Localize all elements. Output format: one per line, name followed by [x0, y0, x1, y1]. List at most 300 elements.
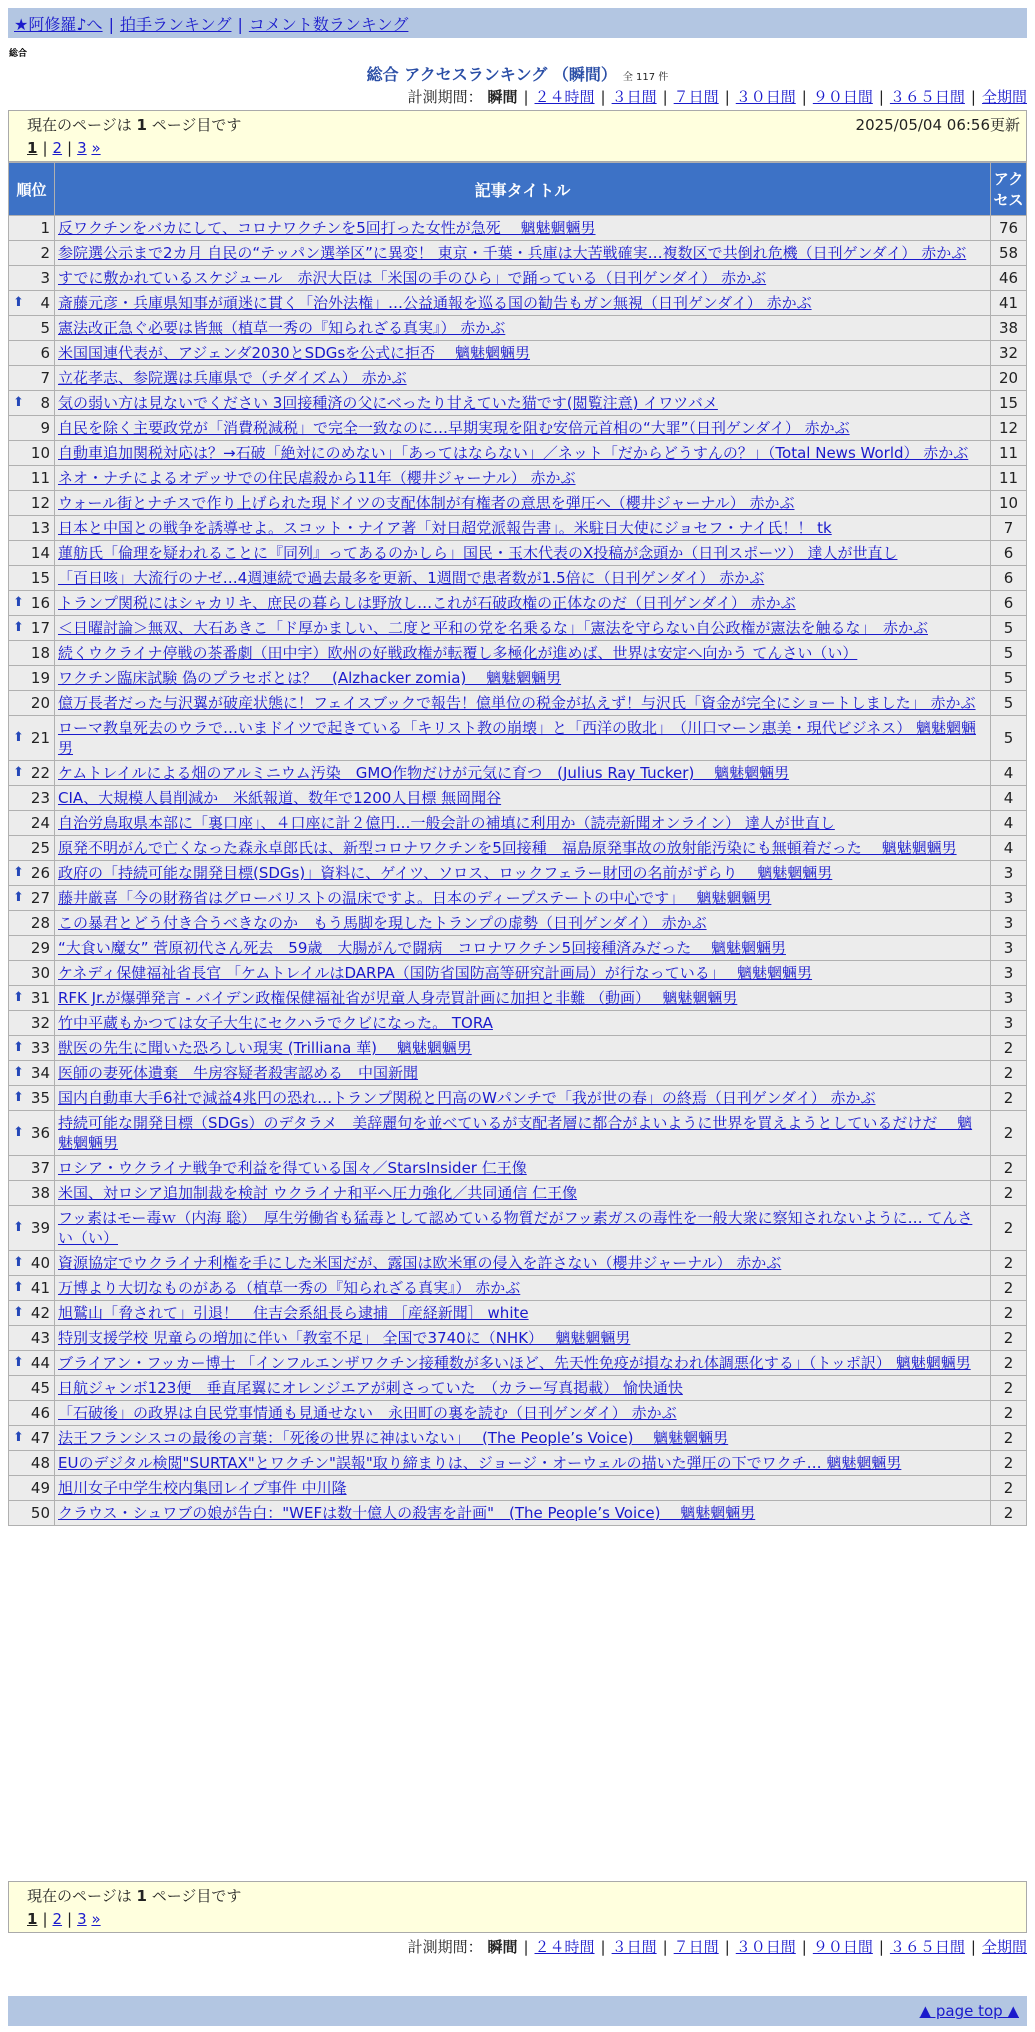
article-link[interactable]: EUのデジタル検閲"SURTAX"とワクチン"誤報"取り締まりは、ジョージ・オーウェルの描いた弾圧の下でワクチ… 魑魅魍魎男	[58, 1454, 902, 1472]
article-link[interactable]: ローマ教皇死去のウラで…いまドイツで起きている「キリスト教の崩壊」と「西洋の敗北」 （川口マーン惠美・現代ビジネス） 魑魅魍魎男	[58, 719, 976, 757]
table-row	[9, 836, 1027, 861]
rank-cell	[9, 786, 55, 811]
table-row	[9, 441, 1027, 466]
table-row	[9, 591, 1027, 616]
access-count: 2	[991, 1086, 1027, 1111]
title-cell	[55, 811, 991, 836]
table-row	[9, 291, 1027, 316]
article-link[interactable]: 政府の「持続可能な開発目標(SDGs)」資料に、ゲイツ、ソロス、ロックフェラー財団の名前がずらり 魑魅魍魎男	[58, 864, 833, 882]
rank-up-arrow-icon: ⬆	[13, 295, 24, 310]
rank-cell	[9, 1451, 55, 1476]
rank-cell	[9, 761, 55, 786]
article-link[interactable]: 日航ジャンボ123便 垂直尾翼にオレンジエアが刺さっていた （カラー写真掲載） 愉快通快	[58, 1379, 683, 1397]
table-row	[9, 761, 1027, 786]
rank-number: 28	[30, 914, 50, 932]
rank-cell	[9, 566, 55, 591]
access-count: 41	[991, 291, 1027, 316]
page-link-2[interactable]: 2	[52, 139, 63, 157]
rank-number: 2	[40, 244, 50, 262]
rank-cell	[9, 716, 55, 761]
rank-cell	[9, 1426, 55, 1451]
rank-number: 40	[30, 1254, 50, 1272]
article-link[interactable]: 自動車追加関税対応は？→石破「絶対にのめない」「あってはならない」／ネット「だからどうすんの？」（Total News World） 赤かぶ	[58, 444, 969, 462]
article-link[interactable]: 「石破後」の政界は自民党事情通も見通せない 永田町の裏を読む（日刊ゲンダイ） 赤かぶ	[58, 1404, 677, 1422]
rank-cell	[9, 1501, 55, 1526]
article-link[interactable]: 自治労鳥取県本部に「裏口座」、４口座に計２億円…一般会計の補填に利用か（読売新聞オンライン） 達人が世直し	[58, 814, 835, 832]
article-link[interactable]: 特別支援学校 児童らの増加に伴い「教室不足」 全国で3740に（NHK） 魑魅魍魎男	[58, 1329, 631, 1347]
page-link-3[interactable]: 3	[77, 1910, 87, 1928]
rank-number: 5	[40, 319, 50, 337]
period-link-all[interactable]: 全期間	[981, 88, 1027, 106]
footer-bar	[8, 1996, 1027, 2026]
rank-cell	[9, 1111, 55, 1156]
title-cell	[55, 366, 991, 391]
rank-number: 30	[30, 964, 50, 982]
next-page-link[interactable]: »	[91, 1910, 101, 1928]
rank-up-arrow-icon: ⬆	[13, 1125, 24, 1140]
rank-number: 43	[30, 1329, 50, 1347]
access-count: 32	[991, 341, 1027, 366]
table-row	[9, 1111, 1027, 1156]
access-count: 10	[991, 491, 1027, 516]
rank-cell	[9, 441, 55, 466]
rank-number: 38	[30, 1184, 50, 1202]
rank-cell	[9, 216, 55, 241]
period-link-365d[interactable]: ３６５日間	[889, 88, 965, 106]
rank-cell	[9, 241, 55, 266]
rank-number: 25	[30, 839, 50, 857]
table-row	[9, 936, 1027, 961]
nav-separator: |	[108, 15, 114, 34]
article-link[interactable]: 持続可能な開発目標（SDGs）のデタラメ 美辞麗句を並べているが支配者層に都合がよいように世界を買えようとしているだけだ 魑魅魍魎男	[58, 1114, 973, 1152]
top-nav	[8, 8, 1027, 38]
access-count: 2	[991, 1476, 1027, 1501]
rank-up-arrow-icon: ⬆	[13, 1090, 24, 1105]
period-link-3d[interactable]: ３日間	[611, 88, 657, 106]
title-cell	[55, 716, 991, 761]
rank-cell	[9, 961, 55, 986]
rank-cell	[9, 1351, 55, 1376]
rank-number: 32	[30, 1014, 50, 1032]
title-cell	[55, 1276, 991, 1301]
period-selector-top: 計測期間： 瞬間 | ２４時間 | ３日間 | ７日間 | ３０日間 | ９０日間 | ３６５日間 | 全期間	[407, 88, 1027, 106]
title-cell	[55, 1301, 991, 1326]
table-row	[9, 1326, 1027, 1351]
access-count: 3	[991, 861, 1027, 886]
access-count: 2	[991, 1301, 1027, 1326]
article-link[interactable]: CIA、大規模人員削減か 米紙報道、数年で1200人目標 無岡聞谷	[58, 789, 502, 807]
period-link-7d[interactable]: ７日間	[673, 88, 719, 106]
title-cell	[55, 1426, 991, 1451]
period-label: 計測期間：	[407, 1938, 483, 1956]
article-link[interactable]: 藤井厳喜「今の財務省はグローバリストの温床ですよ。日本のディープステートの中心です」 魑魅魍魎男	[58, 889, 772, 907]
page-link-2[interactable]: 2	[52, 1910, 63, 1928]
access-count: 2	[991, 1276, 1027, 1301]
access-count: 3	[991, 911, 1027, 936]
access-count: 2	[991, 1061, 1027, 1086]
rank-cell	[9, 1156, 55, 1181]
rank-cell	[9, 1326, 55, 1351]
article-link[interactable]: 続くウクライナ停戦の茶番劇（田中宇）欧州の好戦政権が転覆し多極化が進めば、世界は安定へ向かう てんさい（い）	[58, 644, 858, 662]
access-count: 3	[991, 1011, 1027, 1036]
table-row	[9, 241, 1027, 266]
pagination: 1 | 2 | 3 »	[27, 1910, 101, 1928]
rank-number: 22	[30, 764, 50, 782]
access-count: 20	[991, 366, 1027, 391]
title-cell	[55, 1036, 991, 1061]
rank-up-arrow-icon: ⬆	[13, 1255, 24, 1270]
title-cell	[55, 1086, 991, 1111]
title-cell	[55, 1156, 991, 1181]
title-cell	[55, 936, 991, 961]
table-row	[9, 466, 1027, 491]
period-link-30d[interactable]: ３０日間	[735, 1938, 796, 1956]
title-cell	[55, 1251, 991, 1276]
title-cell	[55, 861, 991, 886]
article-link[interactable]: ケネディ保健福祉省長官 「ケムトレイルはDARPA（国防省国防高等研究計画局）が行なっている」 魑魅魍魎男	[58, 964, 813, 982]
table-row	[9, 1036, 1027, 1061]
rank-cell	[9, 986, 55, 1011]
period-current: 瞬間	[487, 1938, 518, 1956]
article-link[interactable]: 斎藤元彦・兵庫県知事が頑迷に貫く「治外法権」…公益通報を巡る国の勧告もガン無視（日刊ゲンダイ） 赤かぶ	[58, 294, 812, 312]
table-row	[9, 316, 1027, 341]
period-link-7d[interactable]: ７日間	[673, 1938, 719, 1956]
rank-cell	[9, 316, 55, 341]
title-cell	[55, 1451, 991, 1476]
period-current: 瞬間	[487, 88, 518, 106]
table-row	[9, 266, 1027, 291]
title-cell	[55, 1011, 991, 1036]
rank-cell	[9, 1061, 55, 1086]
access-count: 46	[991, 266, 1027, 291]
rank-cell	[9, 491, 55, 516]
rank-up-arrow-icon: ⬆	[13, 890, 24, 905]
access-count: 3	[991, 986, 1027, 1011]
rank-number: 6	[40, 344, 50, 362]
table-row	[9, 1351, 1027, 1376]
rank-cell	[9, 1276, 55, 1301]
page-info-bottom	[8, 1881, 1027, 1933]
period-link-all[interactable]: 全期間	[981, 1938, 1027, 1956]
title-cell	[55, 986, 991, 1011]
rank-cell	[9, 1206, 55, 1251]
article-link[interactable]: 米国、対ロシア追加制裁を検討 ウクライナ和平へ圧力強化／共同通信 仁王像	[58, 1184, 578, 1202]
table-row	[9, 786, 1027, 811]
rank-up-arrow-icon: ⬆	[13, 765, 24, 780]
title-cell	[55, 341, 991, 366]
rank-cell	[9, 516, 55, 541]
rank-number: 15	[30, 569, 50, 587]
page-1-current: 1	[27, 1910, 38, 1928]
article-link[interactable]: 法王フランシスコの最後の言葉：「死後の世界に神はいない」 (The People’s Voice) 魑魅魍魎男	[58, 1429, 729, 1447]
next-page-link[interactable]: »	[91, 139, 101, 157]
page-top-link[interactable]: ▲ page top ▲	[919, 2002, 1019, 2020]
rank-number: 7	[40, 369, 50, 387]
access-count: 11	[991, 466, 1027, 491]
table-row	[9, 716, 1027, 761]
table-row	[9, 641, 1027, 666]
rank-cell	[9, 1401, 55, 1426]
access-count: 2	[991, 1251, 1027, 1276]
title-cell	[55, 491, 991, 516]
page-link-3[interactable]: 3	[77, 139, 87, 157]
access-count: 2	[991, 1501, 1027, 1526]
article-link[interactable]: 蓮舫氏「倫理を疑われることに『同列』ってあるのかしら」国民・玉木代表のX投稿が念頭か（日刊スポーツ） 達人が世直し	[58, 544, 898, 562]
article-link[interactable]: 反ワクチンをバカにして、コロナワクチンを5回打った女性が急死 魑魅魍魎男	[58, 219, 596, 237]
article-link[interactable]: 万博より大切なものがある（植草一秀の『知られざる真実』） 赤かぶ	[58, 1279, 521, 1297]
rank-number: 4	[40, 294, 50, 312]
page-1-current: 1	[27, 139, 38, 157]
article-link[interactable]: 旭鷲山「脅されて」引退！ 住吉会系組長ら逮捕 ［産経新聞］ white	[58, 1304, 529, 1322]
rank-number: 42	[30, 1304, 50, 1322]
title-cell	[55, 961, 991, 986]
article-link[interactable]: 医師の妻死体遺棄 牛房容疑者殺害認める 中国新聞	[58, 1064, 419, 1082]
rank-up-arrow-icon: ⬆	[13, 620, 24, 635]
article-link[interactable]: RFK Jr.が爆弾発言 - バイデン政権保健福祉省が児童人身売買計画に加担と非難 （動画） 魑魅魍魎男	[58, 989, 738, 1007]
rank-cell	[9, 391, 55, 416]
title-cell	[55, 1351, 991, 1376]
title-cell	[55, 1181, 991, 1206]
access-count: 3	[991, 886, 1027, 911]
article-link[interactable]: ネオ・ナチによるオデッサでの住民虐殺から11年（櫻井ジャーナル） 赤かぶ	[58, 469, 576, 487]
article-link[interactable]: すでに敷かれているスケジュール 赤沢大臣は「米国の手のひら」で踊っている（日刊ゲンダイ） 赤かぶ	[58, 269, 767, 287]
rank-number: 8	[40, 394, 50, 412]
article-link[interactable]: 獣医の先生に聞いた恐ろしい現実 (Trilliana 華) 魑魅魍魎男	[58, 1039, 472, 1057]
period-label: 計測期間：	[407, 88, 483, 106]
article-link[interactable]: ブライアン・フッカー博士 「インフルエンザワクチン接種数が多いほど、先天性免疫が損なわれ体調悪化する」（トッポ訳） 魑魅魍魎男	[58, 1354, 971, 1372]
title-cell	[55, 516, 991, 541]
rank-up-arrow-icon: ⬆	[13, 1305, 24, 1320]
title-cell	[55, 216, 991, 241]
rank-cell	[9, 936, 55, 961]
rank-cell	[9, 466, 55, 491]
table-row	[9, 566, 1027, 591]
table-row	[9, 1251, 1027, 1276]
rank-number: 20	[30, 694, 50, 712]
rank-number: 13	[30, 519, 50, 537]
title-cell	[55, 1206, 991, 1251]
period-link-24h[interactable]: ２４時間	[534, 88, 595, 106]
access-count: 5	[991, 641, 1027, 666]
access-count: 5	[991, 616, 1027, 641]
access-count: 4	[991, 836, 1027, 861]
article-link[interactable]: トランプ関税にはシャカリキ、庶民の暮らしは野放し…これが石破政権の正体なのだ（日刊ゲンダイ） 赤かぶ	[58, 594, 796, 612]
rank-up-arrow-icon: ⬆	[13, 1430, 24, 1445]
article-link[interactable]: 億万長者だった与沢翼が破産状態に！フェイスブックで報告！億単位の税金が払えず！与沢氏「資金が完全にショートしました」 赤かぶ	[58, 694, 976, 712]
access-count: 2	[991, 1036, 1027, 1061]
access-count: 5	[991, 716, 1027, 761]
table-row	[9, 691, 1027, 716]
rank-number: 24	[30, 814, 50, 832]
rank-number: 39	[30, 1219, 50, 1237]
rank-number: 26	[30, 864, 50, 882]
title-cell	[55, 911, 991, 936]
access-count: 4	[991, 811, 1027, 836]
table-row	[9, 416, 1027, 441]
table-row	[9, 616, 1027, 641]
article-link[interactable]: 原発不明がんで亡くなった森永卓郎氏は、新型コロナワクチンを5回接種 福島原発事故の放射能汚染にも無頓着だった 魑魅魍魎男	[58, 839, 957, 857]
rank-number: 17	[30, 619, 50, 637]
ranking-title: 総合 アクセスランキング （瞬間）	[366, 65, 617, 84]
rank-cell	[9, 691, 55, 716]
article-link[interactable]: 自民を除く主要政党が「消費税減税」で完全一致なのに…早期実現を阻む安倍元首相の“大罪”（日刊ゲンダイ） 赤かぶ	[58, 419, 850, 437]
article-link[interactable]: ウォール街とナチスで作り上げられた現ドイツの支配体制が有権者の意思を弾圧へ（櫻井ジャーナル） 赤かぶ	[58, 494, 795, 512]
rank-number: 29	[30, 939, 50, 957]
period-link-90d[interactable]: ９０日間	[812, 88, 873, 106]
period-selector-bottom: 計測期間： 瞬間 | ２４時間 | ３日間 | ７日間 | ３０日間 | ９０日間 | ３６５日間 | 全期間	[407, 1938, 1027, 1956]
rank-cell	[9, 416, 55, 441]
table-row	[9, 961, 1027, 986]
ranking-table-body	[9, 216, 1027, 1526]
title-cell	[55, 1111, 991, 1156]
table-row	[9, 216, 1027, 241]
rank-cell	[9, 911, 55, 936]
access-count: 2	[991, 1156, 1027, 1181]
rank-number: 10	[30, 444, 50, 462]
article-link[interactable]: 米国国連代表が、アジェンダ2030とSDGsを公式に拒否 魑魅魍魎男	[58, 344, 530, 362]
title-cell	[55, 616, 991, 641]
rank-up-arrow-icon: ⬆	[13, 395, 24, 410]
rank-number: 45	[30, 1379, 50, 1397]
access-count: 6	[991, 566, 1027, 591]
rank-number: 33	[30, 1039, 50, 1057]
rank-cell	[9, 616, 55, 641]
rank-cell	[9, 641, 55, 666]
article-link[interactable]: フッ素はモー毒ｗ（内海 聡） 厚生労働省も猛毒として認めている物質だがフッ素ガスの毒性を一般大衆に察知されないように… てんさい（い）	[58, 1209, 973, 1247]
article-link[interactable]: 国内自動車大手6社で減益4兆円の恐れ…トランプ関税と円高のWパンチで「我が世の春」の終焉（日刊ゲンダイ） 赤かぶ	[58, 1089, 876, 1107]
title-cell	[55, 466, 991, 491]
title-cell	[55, 761, 991, 786]
access-count: 3	[991, 961, 1027, 986]
article-link[interactable]: ロシア・ウクライナ戦争で利益を得ている国々／StarsInsider 仁王像	[58, 1159, 527, 1177]
rank-up-arrow-icon: ⬆	[13, 990, 24, 1005]
rank-number: 14	[30, 544, 50, 562]
rank-cell	[9, 1376, 55, 1401]
rank-up-arrow-icon: ⬆	[13, 865, 24, 880]
table-row	[9, 1501, 1027, 1526]
rank-number: 19	[30, 669, 50, 687]
article-link[interactable]: 参院選公示まで2カ月 自民の“テッパン選挙区”に異変！ 東京・千葉・兵庫は大苦戦確実…複数区で共倒れ危機（日刊ゲンダイ） 赤かぶ	[58, 244, 967, 262]
article-link[interactable]: ワクチン臨床試験 偽のプラセボとは？ (Alzhacker zomia) 魑魅魍魎男	[58, 669, 562, 687]
table-row	[9, 516, 1027, 541]
clap-ranking-link[interactable]: 拍手ランキング	[119, 15, 232, 34]
period-link-3d[interactable]: ３日間	[611, 1938, 657, 1956]
total-count: 全 117 件	[622, 72, 669, 83]
table-row	[9, 986, 1027, 1011]
article-link[interactable]: 竹中平蔵もかつては女子大生にセクハラでクビになった。 TORA	[58, 1014, 493, 1032]
rank-cell	[9, 886, 55, 911]
table-row	[9, 541, 1027, 566]
rank-cell	[9, 1251, 55, 1276]
rank-number: 47	[30, 1429, 50, 1447]
rank-cell	[9, 1301, 55, 1326]
rank-cell	[9, 1476, 55, 1501]
rank-number: 35	[30, 1089, 50, 1107]
table-row	[9, 811, 1027, 836]
title-cell	[55, 1401, 991, 1426]
access-count: 6	[991, 591, 1027, 616]
period-link-24h[interactable]: ２４時間	[534, 1938, 595, 1956]
article-link[interactable]: 憲法改正急ぐ必要は皆無（植草一秀の『知られざる真実』） 赤かぶ	[58, 319, 506, 337]
table-row	[9, 1401, 1027, 1426]
article-link[interactable]: 資源協定でウクライナ利権を手にした米国だが、露国は欧米軍の侵入を許さない（櫻井ジャーナル） 赤かぶ	[58, 1254, 782, 1272]
article-link[interactable]: 気の弱い方は見ないでください 3回接種済の父にべったり甘えていた猫です(閲覧注意) イワツバメ	[58, 394, 718, 412]
ranking-table	[8, 162, 1027, 1526]
article-link[interactable]: ＜日曜討論＞無双、大石あきこ「ド厚かましい、二度と平和の党を名乗るな」「憲法を守らない自公政権が憲法を触るな」 赤かぶ	[58, 619, 929, 637]
access-count: 2	[991, 1451, 1027, 1476]
rank-number: 48	[30, 1454, 50, 1472]
rank-up-arrow-icon: ⬆	[13, 730, 24, 745]
access-count: 2	[991, 1111, 1027, 1156]
title-cell	[55, 316, 991, 341]
title-header: 記事タイトル	[55, 163, 991, 216]
rank-cell	[9, 811, 55, 836]
access-count: 2	[991, 1401, 1027, 1426]
rank-number: 36	[30, 1124, 50, 1142]
table-row	[9, 1426, 1027, 1451]
access-count: 2	[991, 1426, 1027, 1451]
table-row	[9, 366, 1027, 391]
period-link-365d[interactable]: ３６５日間	[889, 1938, 965, 1956]
title-cell	[55, 591, 991, 616]
table-header-row	[9, 163, 1027, 216]
rank-up-arrow-icon: ⬆	[13, 1220, 24, 1235]
access-count: 11	[991, 441, 1027, 466]
article-link[interactable]: ケムトレイルによる畑のアルミニウム汚染 GMO作物だけが元気に育つ (Julius Ray Tucker) 魑魅魍魎男	[58, 764, 790, 782]
title-cell	[55, 786, 991, 811]
rank-up-arrow-icon: ⬆	[13, 1040, 24, 1055]
table-row	[9, 341, 1027, 366]
article-link[interactable]: クラウス・シュワブの娘が告白："WEFは数十億人の殺害を計画" (The People’s Voice) 魑魅魍魎男	[58, 1504, 756, 1522]
table-row	[9, 391, 1027, 416]
table-row	[9, 1156, 1027, 1181]
access-count: 6	[991, 541, 1027, 566]
article-link[interactable]: この暴君とどう付き合うべきなのか もう馬脚を現したトランプの虚勢（日刊ゲンダイ） 赤かぶ	[58, 914, 707, 932]
title-cell	[55, 1476, 991, 1501]
article-link[interactable]: 「百日咳」大流行のナゼ…4週連続で過去最多を更新、1週間で患者数が1.5倍に（日刊ゲンダイ） 赤かぶ	[58, 569, 765, 587]
article-link[interactable]: “大食い魔女” 菅原初代さん死去 59歳 大腸がんで闘病 コロナワクチン5回接種済みだった 魑魅魍魎男	[58, 939, 786, 957]
access-count: 3	[991, 936, 1027, 961]
article-link[interactable]: 立花孝志、参院選は兵庫県で（チダイズム） 赤かぶ	[58, 369, 407, 387]
table-row	[9, 1206, 1027, 1251]
rank-cell	[9, 1036, 55, 1061]
article-link[interactable]: 旭川女子中学生校内集団レイプ事件 中川隆	[58, 1479, 347, 1497]
access-count: 2	[991, 1351, 1027, 1376]
page-status: 現在のページは 1 ページ目です	[27, 1887, 242, 1905]
rank-number: 41	[30, 1279, 50, 1297]
title-cell	[55, 441, 991, 466]
access-count: 5	[991, 666, 1027, 691]
rank-number: 16	[30, 594, 50, 612]
period-link-30d[interactable]: ３０日間	[735, 88, 796, 106]
article-link[interactable]: 日本と中国との戦争を誘導せよ。スコット・ナイア著「対日超党派報告書」。米駐日大使にジョセフ・ナイ氏！！ tk	[58, 519, 832, 537]
rank-cell	[9, 541, 55, 566]
rank-up-arrow-icon: ⬆	[13, 1065, 24, 1080]
nav-separator: |	[237, 15, 243, 34]
table-row	[9, 666, 1027, 691]
access-header: アクセス	[991, 163, 1027, 216]
page-status: 現在のページは 1 ページ目です	[27, 116, 242, 134]
rank-up-arrow-icon: ⬆	[13, 595, 24, 610]
rank-number: 3	[40, 269, 50, 287]
rank-cell	[9, 366, 55, 391]
period-link-90d[interactable]: ９０日間	[812, 1938, 873, 1956]
home-link[interactable]: ★阿修羅♪へ	[14, 15, 103, 34]
title-cell	[55, 1326, 991, 1351]
comment-ranking-link[interactable]: コメント数ランキング	[248, 15, 409, 34]
access-count: 2	[991, 1376, 1027, 1401]
title-cell	[55, 391, 991, 416]
